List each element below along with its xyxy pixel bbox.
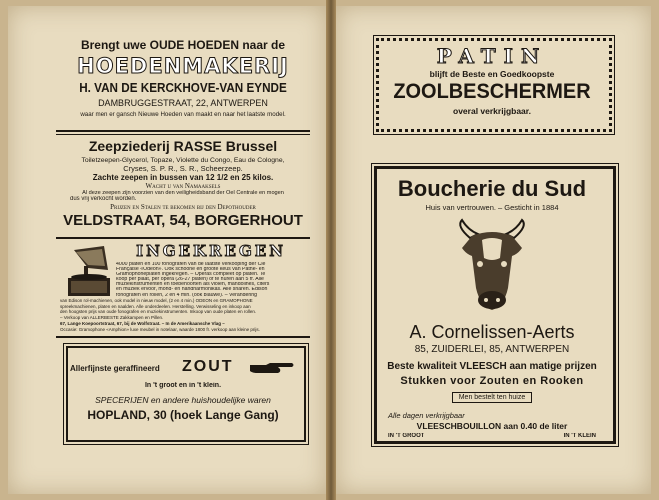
zout-title: ZOUT (182, 358, 234, 375)
boucherie-line5: VLEESCHBOUILLON aan 0.40 de liter (416, 421, 568, 431)
rasse-text: Cryses, S. P. R., S. R., Scheerzeep. (123, 164, 243, 173)
boucherie-address: 85, ZUIDERLEI, 85, ANTWERPEN (414, 344, 570, 355)
ingekregen-line: en muziek ervóór, mond- en handharmonikas. Alle snaren. Edison (116, 287, 268, 293)
patin-line1: blijft de Beste en Goedkoopste (429, 69, 555, 79)
ingekregen-line: spreekmachienen, platen en naalden. Alle onderdeelen. Herstelling. Verwisseling en inkoop aan (60, 303, 251, 309)
ingekregen-line: Française «Odeon». Ook schoone en groote keus van Pathé- en (116, 267, 265, 273)
rasse-address: VELDSTRAAT, 54, BORGERHOUT (63, 212, 303, 229)
zout-address: HOPLAND, 30 (hoek Lange Gang) (87, 408, 279, 422)
boucherie-owner: A. Cornelissen-Aerts (409, 322, 575, 342)
ingekregen-line: 4000 platen en 100 fonografen van de laatste verkooping der Cie (116, 262, 266, 267)
ingekregen-line: fonografen en rollen, 2 en 4 min. (ook blauwe). – Verandering (116, 292, 258, 298)
rasse-text: Wacht u van Namaaksels (145, 182, 221, 190)
ad-boucherie (372, 164, 612, 442)
right-page (336, 6, 651, 494)
left-page (8, 6, 326, 494)
boucherie-title: Boucherie du Sud (397, 176, 587, 201)
ad-zout (60, 340, 306, 442)
rasse-text: Toiletzeepen-Glycerol, Topaze, Violette du Congo, Eau de Cologne, (81, 157, 285, 164)
ingekregen-line: muziekinstrumenten en toebehoorten als violen, mandolines, citers (116, 282, 270, 288)
ingekregen-line: – Verkoop van ALLERBESTE Zakkampen en Pillen. (60, 315, 164, 321)
rasse-text: Prijzen en Stalen te bekomen bij den Depothouder (110, 203, 256, 211)
boucherie-subtitle: Huis van vertrouwen. – Gesticht in 1884 (425, 203, 559, 212)
corner-right-label: IN 'T KLEIN (563, 433, 596, 439)
hoeden-address: DAMBRUGGESTRAAT, 22, ANTWERPEN (98, 98, 268, 108)
boucherie-line1: Beste kwaliteit VLEESCH aan matige prijzen (387, 361, 597, 372)
zout-header (70, 358, 296, 378)
divider (56, 336, 310, 338)
ingekregen-title: INGEKREGEN (136, 242, 286, 260)
zout-line2: In 't groot en in 't klein. (144, 382, 222, 389)
rasse-text: dus vrij verkocht worden. (70, 196, 137, 202)
boucherie-line2: Stukken voor Zouten en Rooken (400, 375, 584, 387)
ad-rasse-soap (60, 136, 306, 234)
hoeden-intro: Brengt uwe OUDE HOEDEN naar de (80, 38, 286, 52)
order-box (372, 390, 612, 408)
ingekregen-line: koop per plaat, per opéra (26-27 platen) of te huren aan 5 fr. Alle (116, 277, 264, 283)
book-spine (326, 0, 336, 500)
hoeden-note: waar men er gansch Nieuwe Hoeden van maakt en naar het laatste model. (80, 111, 286, 118)
hoeden-owner: H. VAN DE KERCKHOVE-VAN EYNDE (79, 80, 287, 95)
ingekregen-line: 67, Lange Koepoortstraat, 67, bij de Wolfstraat. – In de Amerikaansche Vlag – (60, 320, 225, 326)
ad-hoedenmakerij (60, 36, 306, 128)
boucherie-line4: Alle dagen verkrijgbaar (388, 411, 465, 420)
corner-left-label: IN 'T GROOT (388, 433, 425, 439)
patin-line2: overal verkrijgbaar. (453, 106, 531, 116)
zout-line3: SPECERIJEN en andere huishoudelijke waren (95, 395, 271, 405)
ingekregen-line: van Edison rol-machienen, ook model in nieuw model, (2 en 4 min.) ODEON en GRAMOPHONE (60, 298, 253, 303)
patin-product: ZOOLBESCHERMER (393, 80, 591, 103)
ingekregen-line: Gramophoneplaten ingekregen. – Opéras compleet op platen. Te (116, 272, 266, 278)
ingekregen-text-top (116, 262, 306, 298)
pointing-hand-icon (248, 361, 296, 380)
ingekregen-line: den hoogsten prijs van oude fonografen en muziekinstrumenten. Inkoop van oude platen en rollen. (60, 309, 257, 315)
rasse-text: Zachte zeepen in bussen van 12 1/2 en 25 kilos. (92, 173, 274, 182)
ad-ingekregen (60, 242, 306, 334)
zout-intro: Allerfijnste geraffineerd (70, 364, 160, 373)
boucherie-corners (372, 433, 612, 442)
hoeden-title: HOEDENMAKERIJ (77, 54, 289, 78)
divider (56, 130, 310, 132)
boucherie-line3: Men bestelt ten huize (452, 392, 533, 403)
ingekregen-line: Occasie: Gramophone «Amphion» luxe meubel in notelaar, waarde 1800 fr. verkoop aan kleine prijs. (60, 326, 260, 332)
gramophone-image (64, 244, 114, 300)
ad-patin (374, 36, 610, 132)
divider (56, 134, 310, 135)
ingekregen-text-bottom (60, 298, 306, 332)
divider (56, 237, 310, 239)
rasse-title: Zeepziederij RASSE Brussel (88, 138, 278, 154)
patin-brand: PATIN (436, 44, 548, 68)
ox-head-image (372, 218, 612, 318)
rasse-text: Al deze zeepen zijn voorzien van den veiligheidsband der Oel Centrale en mogen (82, 190, 284, 196)
